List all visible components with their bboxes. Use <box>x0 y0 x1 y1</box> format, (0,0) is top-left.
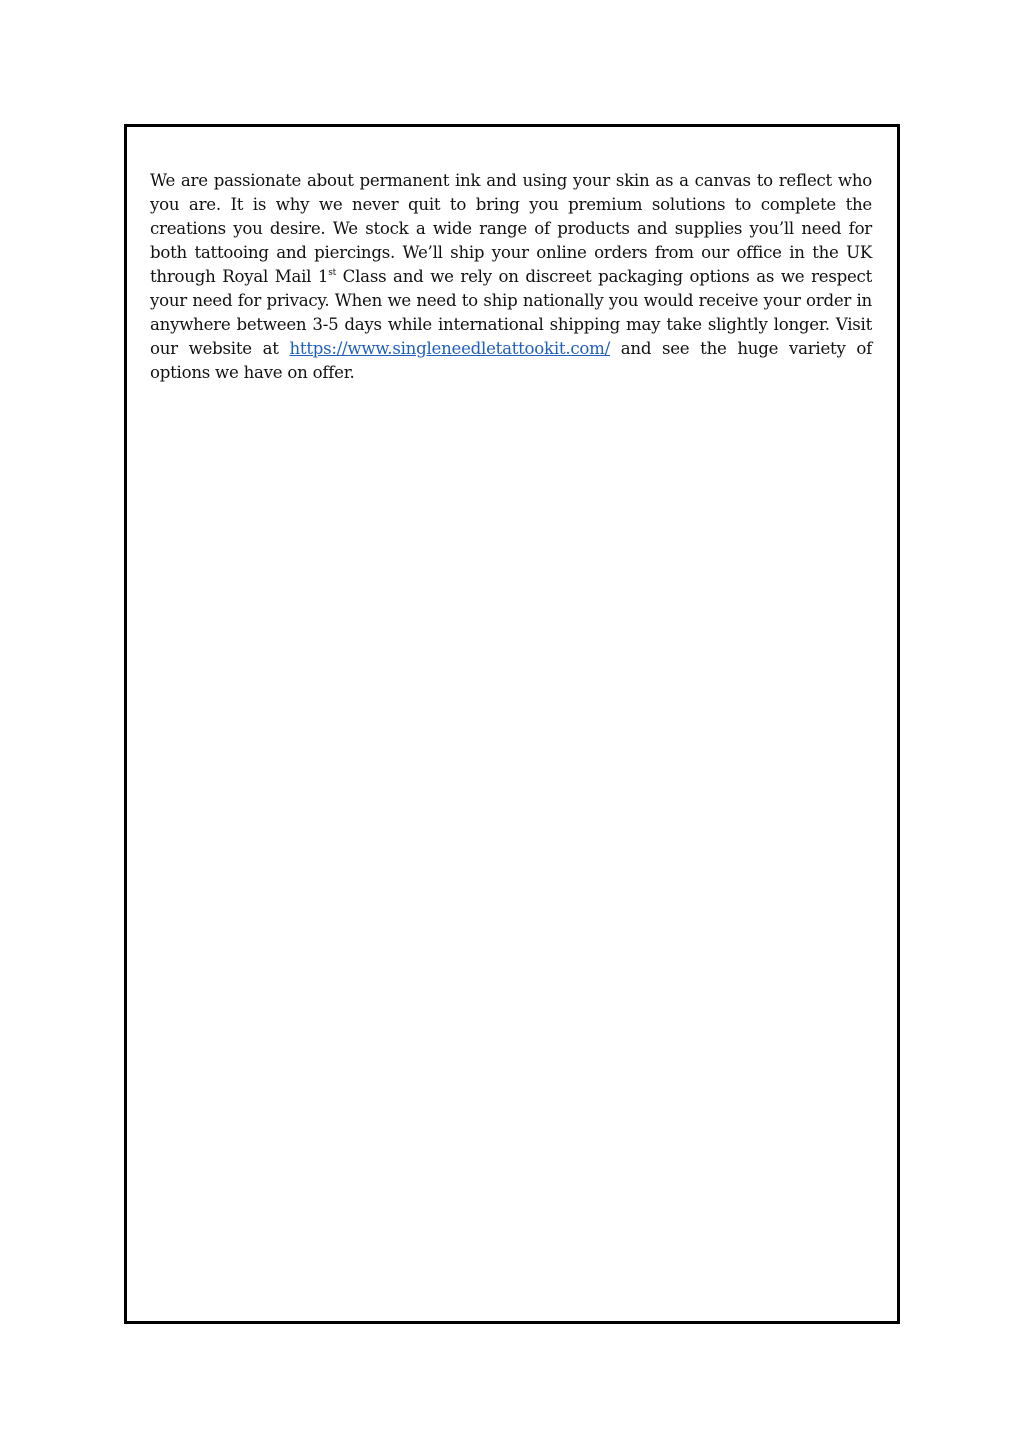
paragraph-text-part2: Class and we rely on discreet packaging options as we respect your need for privacy. When we need to ship nationally you would receive your order in anywhere between 3-5 days while international shipping may take slightly longer. Visit our website at <box>150 266 872 358</box>
ordinal-superscript: st <box>328 267 336 278</box>
website-link[interactable]: https://www.singleneedletattookit.com/ <box>289 338 610 358</box>
paragraph-text-part3: and see the huge variety of options we have on offer. <box>150 338 872 382</box>
body-paragraph <box>150 169 872 385</box>
page-border-frame <box>124 124 900 1324</box>
paragraph-text-part1: We are passionate about permanent ink and using your skin as a canvas to reflect who you are. It is why we never quit to bring you premium solutions to complete the creations you desire. We stock a wide range of products and supplies you’ll need for both tattooing and piercings. We’ll ship your online orders from our office in the UK through Royal Mail 1 <box>150 170 872 286</box>
